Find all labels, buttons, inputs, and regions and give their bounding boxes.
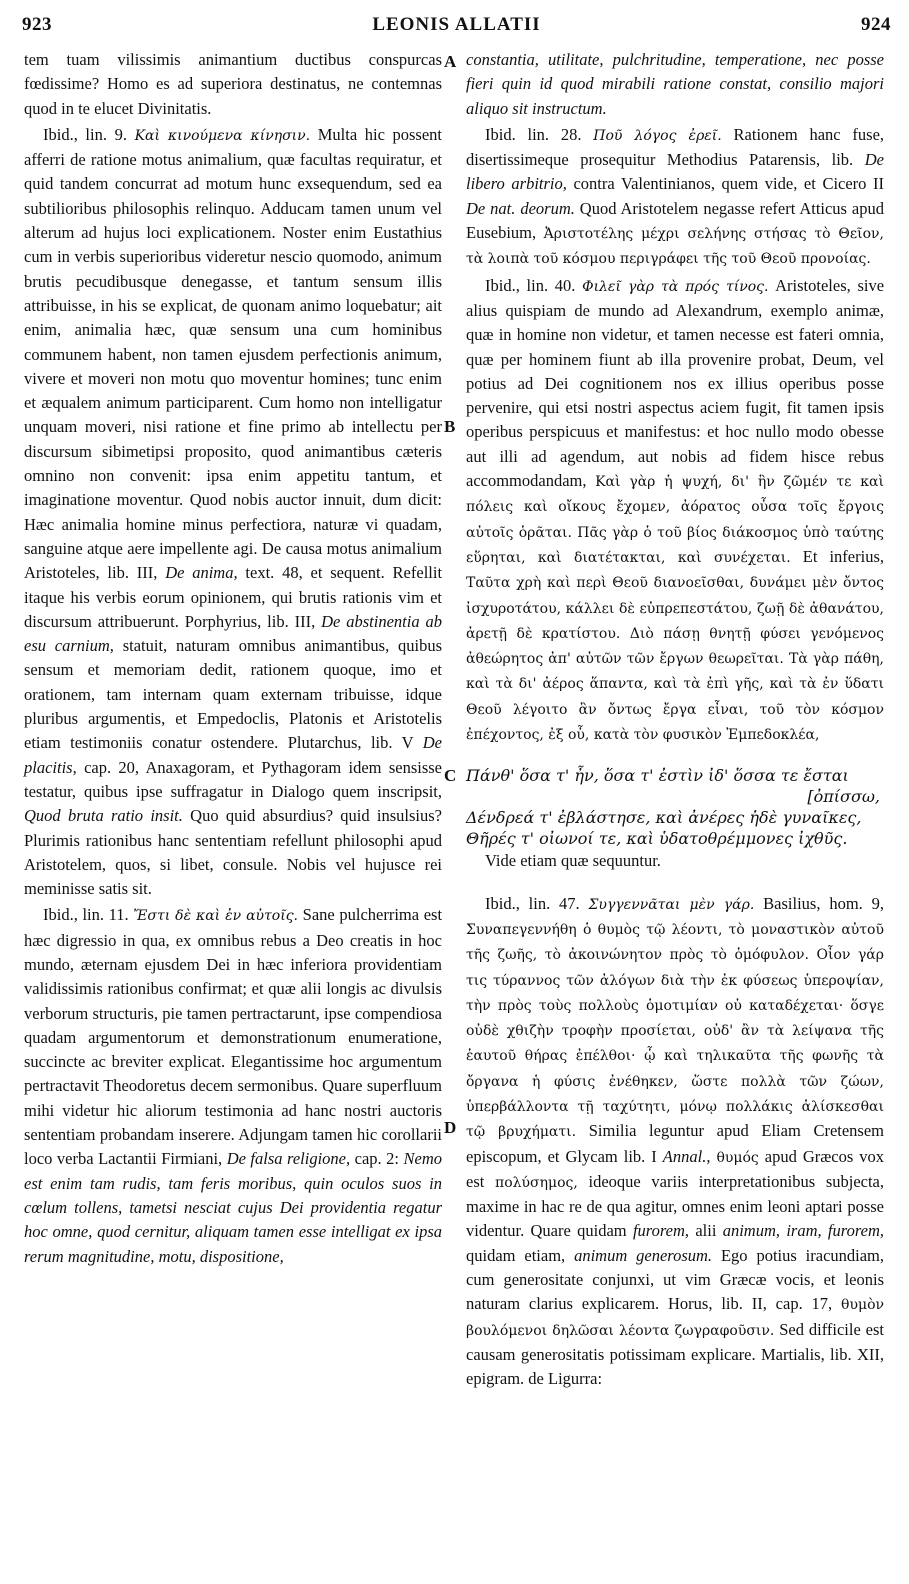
- commentary-text: Sed difficile est causam generositatis potissimam explicare. Martialis, lib. XII, epigram. de Ligurra:: [466, 1319, 884, 1389]
- quotation-continuation: [466, 48, 884, 121]
- margin-marker-d: D: [444, 1118, 457, 1137]
- commentary-paragraph-lin28: [466, 123, 884, 272]
- commentary-text: alii: [695, 1221, 717, 1241]
- work-title: Annal.,: [662, 1146, 711, 1166]
- commentary-text: Ego potius iracundiam, cum generositate conjunxi, ut vim Græcæ vocis, et leonis naturam clarius explicarem. Horus, lib. II, cap. 17,: [466, 1245, 885, 1314]
- commentary-text: Sane pulcherrima est hæc digressio in qua, ex omnibus rebus a Deo creatis in hoc mundo, æternam ejusdem Dei in hæc inferiora providentiam validissimis rationibus confirmat; et quæ alii longis ac divulsis verborum structuris, pie tamen pertractarunt, ipse compendiosa quadam argumentorum et demonstrationum enumeratione, succincte ac breviter explicat. Elegantissime hoc argumentum pertractavit Theodoretus decem sermonibus. Quare superfluum mihi videtur hic aliorum testimonia ad hanc nostri auctoris sententiam probandam inserere. Adjungam tamen hic corollarii loco verba Lactantii Firmiani,: [24, 905, 443, 1169]
- greek-quotation: Συναπεγεννήθη ὁ θυμὸς τῷ λέοντι, τὸ μοναστικὸν αὐτοῦ τῆς ζωῆς, τὸ ἀκοινώνητον πρὸς τὸ ὁμόφυλον. Οἷον γάρ τις τύραννος τῶν ἀλόγων διὰ τὴν ἐκ φύσεως ὑπεροψίαν, τὴν πρὸς τοὺς πολλοὺς ὁμοτιμίαν οὐ καταδέχεται· ὅσγε οὐδὲ χθιζὴν τροφὴν προσίεται, οὐδ' ἂν τὰ λείψανα τῆς ἑαυτοῦ θήρας ἐπέλθοι· ᾧ καὶ τηλικαῦτα τῆς φωνῆς τὰ ὄργανα ἡ φύσις ἐνέθηκεν, ὥστε πολλὰ τῶν ζώων, ὑπερβάλλοντα τῇ ταχύτητι, μόνῳ πολλάκις ἁλίσκεσθαι τῷ βρυχήματι.: [466, 921, 884, 1141]
- greek-word: θυμός: [716, 1149, 759, 1166]
- greek-lemma: Καὶ κινούμενα κίνησιν.: [134, 127, 311, 144]
- line-reference: Ibid., lin. 9.: [43, 124, 127, 144]
- margin-marker-c: C: [444, 766, 457, 785]
- verse-line: Θῆρές τ' οἰωνοί τε, καὶ ὑδατοθρέμμονες ἰχθῦς.: [466, 829, 848, 849]
- greek-lemma: Ποῦ λόγος ἐρεῖ.: [593, 127, 722, 144]
- greek-word: πολύσημος,: [495, 1174, 578, 1191]
- latin-quotation: constantia, utilitate, pulchritudine, temperatione, nec posse fieri quin id quod mirabili ratione constat, consilio majori aliquo sit instructum.: [466, 50, 884, 118]
- running-title: LEONIS ALLATII: [372, 14, 541, 35]
- line-reference: Ibid., lin. 47.: [485, 893, 580, 913]
- latin-term: animum generosum.: [574, 1245, 713, 1265]
- page-header: [22, 14, 891, 44]
- work-title: De nat. deorum.: [466, 198, 575, 218]
- greek-lemma: Φιλεῖ γὰρ τὰ πρός τίνος.: [582, 278, 769, 295]
- margin-marker-a: A: [444, 52, 457, 71]
- commentary-text: apud Græcos vox est: [466, 1146, 885, 1191]
- line-reference: Ibid., lin. 40.: [485, 275, 576, 295]
- commentary-text: Similia leguntur apud Eliam Cretensem episcopum, et Glycam lib. I: [466, 1121, 885, 1166]
- verse-line: Πάνθ' ὅσα τ' ἦν, ὅσα τ' ἐστὶν ἰδ' ὅσσα τε ἔσται: [466, 766, 849, 786]
- work-title: De placitis,: [24, 733, 443, 777]
- work-title: De libero arbitrio,: [466, 150, 884, 194]
- empedocles-verse: [466, 765, 884, 849]
- line-reference: Ibid. lin. 28.: [485, 124, 582, 144]
- work-title: Quod bruta ratio insit.: [24, 806, 183, 826]
- commentary-paragraph-lin47: [466, 892, 884, 1392]
- commentary-paragraph-lin9: [24, 123, 442, 902]
- margin-marker-b: B: [444, 417, 456, 436]
- left-column: [24, 48, 442, 1269]
- commentary-text: Aristoteles, sive alius quispiam de mundo ad Alexandrum, exemplo animæ, quæ in homine non videtur, et tamen necesse est fateri omnia, quæ per hominem fiunt ab illa provenire probat, Deum, vel potius ad Dei cognitionem nos ex illius operibus posse pervenire, qui etsi nostri aspectus aciem fugit, fit tamen ipsis operibus perspicuus et manifestus: et hoc nullo modo obesse aut illi ad agendum, aut nobis ad fidem hisce rebus accommodandam,: [466, 275, 885, 491]
- page-number-right: 924: [861, 14, 891, 35]
- verse-line-tail: [ὀπίσσω,: [807, 787, 880, 807]
- commentary-text: Multa hic possent afferri de ratione motus animalium, quæ facultas requiratur, et quid tandem concurrat ad motum hunc exsequendum, sed ea subtilioribus philosophis relinquo. Adducam tamen unum vel alterum ad hujus loci explicationem. Noster enim Eustathius cum in verbis superioribus videretur nescio quomodo, animum brutis pecudibusque denegasse, et tantum sensum illis attribuisse, in his se explicat, de quonam animo loquebatur; ait enim, animalia hæc, quæ sensum una cum hominibus communem habent, non tamen ejusdem perfectionis animum, vivere et moveri non motu quo moventur homines; tunc enim et æqualem animum participarent. Cum homo non intelligatur unquam moveri, nisi ratione et fine primo ab intellectu per discursum sibimetipsi proposito, quod animantibus cæteris omnino non convenit: ipsa enim appetitu tantum, et imaginatione moventur. Quod nobis auctor innuit, dum dicit: Hæc animalia homine minus perfectiora, naturæ vi quadam, sanguine atque aere impellente agi. De causa motus animalium Aristoteles, lib. III,: [24, 124, 443, 583]
- verse-line: Δένδρεά τ' ἐβλάστησε, καὶ ἀνέρες ἠδὲ γυναῖκες,: [466, 808, 862, 828]
- commentary-text: Quo quid absurdius? quid insulsius? Plurimis rationibus hanc sententiam refellunt philosophi apud Aristotelem, quos, si libet, consule. Nobis vel hujusce rei meminisse satis sit.: [24, 806, 443, 899]
- commentary-text: contra Valentinianos, quem vide, et Cicero II: [573, 174, 885, 194]
- greek-lemma: Ἔστι δὲ καὶ ἐν αὐτοῖς.: [133, 908, 299, 925]
- paragraph-continuation: tem tuam vilissimis animantium ductibus conspurcas fœdissime? Homo es ad superiora destinatus, ne contemnas quod in te elucet Divinitatis.: [24, 50, 442, 118]
- latin-quotation: Nemo est enim tam rudis, tam feris moribus, quin oculos suos in cœlum tollens, tametsi nesciat cujus Dei providentia regatur hoc omne, quod cernitur, aliquam tamen esse intelligat ex ipsa rerum magnitudine, motu, dispositione,: [24, 1149, 443, 1266]
- commentary-text: ideoque variis interpretationibus subjecta, maxime in hac re de qua agitur, omnes enim leoni aptari posse videntur. Quare quidam: [466, 1171, 885, 1241]
- latin-term: animum, iram, furorem,: [722, 1221, 884, 1241]
- commentary-text: statuit, naturam omnibus animantibus, quibus sensum et memoriam dedit, rationem quoque, imo et orationem, tam internam quam externam tribuisse, idque pluribus argumentis, et Empedoclis, Platonis et Aristotelis etiam testimoniis conatur ostendere. Plutarchus, lib. V: [24, 636, 442, 753]
- commentary-text: quidam etiam,: [466, 1245, 566, 1265]
- latin-term: furorem,: [632, 1221, 690, 1241]
- work-title: De anima,: [165, 563, 238, 583]
- work-title: De abstinentia ab esu carnium,: [24, 611, 442, 656]
- greek-quotation: Ταῦτα χρὴ καὶ περὶ Θεοῦ διανοεῖσθαι, δυνάμει μὲν ὄντος ἰσχυροτάτου, κάλλει δὲ εὐπρεπεστάτου, ζωῇ δὲ ἀθανάτου, ἀρετῇ δὲ κρατίστου. Διὸ πάσῃ θνητῇ φύσει γενόμενος ἀθεώρητος ἀπ' αὐτῶν τῶν ἔργων θεωρεῖται. Τὰ γὰρ πάθη, καὶ τὰ δι' ἀέρος ἅπαντα, καὶ τὰ ἐπὶ γῆς, καὶ τὰ ἐν ὕδατι Θεοῦ λέγοιτο ἂν ὄντως ἔργα εἶναι, τοῦ τὸν κόσμον ἐπέχοντος, ἐξ οὗ, κατὰ τὸν φυσικὸν Ἐμπεδοκλέα,: [466, 575, 884, 744]
- commentary-text: Rationem hanc fuse, disertissimeque prosequitur Methodius Patarensis, lib.: [466, 124, 885, 170]
- greek-quotation: Καὶ γὰρ ἡ ψυχή, δι' ἣν ζῶμέν τε καὶ πόλεις καὶ οἴκους ἔχομεν, ἀόρατος οὖσα τοῖς ἔργοις αὐτοῖς ὁρᾶται. Πᾶς γὰρ ὁ τοῦ βίος διάκοσμος ὑπὸ ταύτης εὕρηται, καὶ διατέτακται, καὶ συνέχεται.: [466, 474, 884, 566]
- line-reference: Ibid., lin. 11.: [43, 905, 129, 925]
- greek-quotation: θυμὸν βουλόμενοι δηλῶσαι λέοντα ζωγραφοῦσιν.: [466, 1297, 885, 1339]
- greek-quotation: Ἀριστοτέλης μέχρι σελήνης στήσας τὸ Θεῖον, τὰ λοιπὰ τοῦ κόσμου περιγράφει τῆς τοῦ Θεοῦ προνοίας.: [466, 226, 884, 268]
- commentary-paragraph-lin40: [466, 274, 884, 748]
- commentary-text: cap. 2:: [354, 1149, 400, 1169]
- commentary-text: Et inferius,: [802, 546, 884, 566]
- commentary-text: text. 48, et sequent. Refellit itaque his verbis eorum opinionem, qui brutis rationis vim et discursum attribuerunt. Porphyrius, lib. III,: [24, 563, 443, 631]
- commentary-text: Quod Aristotelem negasse refert Atticus apud Eusebium,: [466, 198, 884, 243]
- commentary-text: cap. 20, Anaxagoram, et Pythagoram idem sensisse testatur, quibus ipse suffragatur in Dialogo quem inscripsit,: [24, 757, 442, 801]
- right-column: [466, 48, 884, 1392]
- page-number-left: 923: [22, 14, 52, 35]
- vide-note: Vide etiam quæ sequuntur.: [485, 851, 661, 871]
- commentary-text: Basilius, hom. 9,: [763, 893, 884, 913]
- work-title: De falsa religione,: [226, 1149, 351, 1169]
- commentary-paragraph-lin11: [24, 903, 442, 1268]
- greek-lemma: Συγγεννᾶται μὲν γάρ.: [588, 896, 755, 913]
